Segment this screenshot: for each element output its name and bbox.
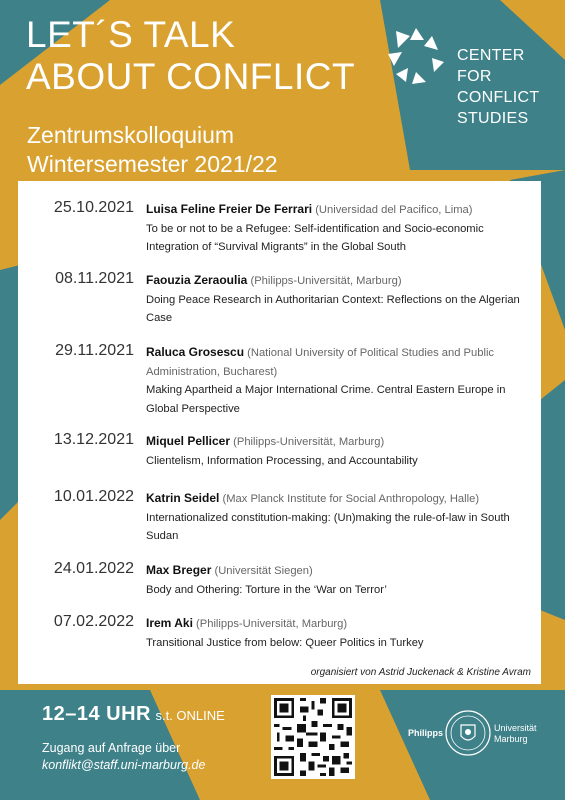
talk-affiliation: (Philipps-Universität, Marburg) bbox=[233, 436, 385, 448]
subtitle-line-1: Zentrumskolloquium bbox=[27, 122, 235, 148]
organizers-note: organisiert von Astrid Juckenack & Kristine Avram bbox=[310, 667, 531, 678]
talk-details bbox=[146, 271, 531, 328]
time-range: 12–14 UHR bbox=[42, 703, 152, 725]
talk-speaker: Katrin Seidel bbox=[146, 491, 220, 505]
access-info bbox=[42, 740, 205, 774]
talk-details bbox=[146, 200, 531, 257]
talk-affiliation: (Philipps-Universität, Marburg) bbox=[196, 618, 348, 630]
ccs-logo-icon bbox=[386, 26, 446, 86]
talk-speaker: Irem Aki bbox=[146, 616, 193, 630]
talk-title: Doing Peace Research in Authoritarian Context: Reflections on the Algerian Case bbox=[146, 293, 520, 324]
university-name bbox=[494, 723, 537, 745]
center-line-1: CENTER bbox=[457, 47, 525, 64]
subtitle-line-2: Wintersemester 2021/22 bbox=[27, 151, 278, 177]
talk-date: 07.02.2022 bbox=[53, 613, 134, 630]
talk-details bbox=[146, 432, 531, 470]
talk-date: 25.10.2021 bbox=[53, 199, 134, 216]
poster-title bbox=[26, 14, 355, 98]
time-suffix: s.t. ONLINE bbox=[155, 708, 225, 723]
talk-speaker: Miquel Pellicer bbox=[146, 434, 231, 448]
title-line-2: ABOUT CONFLICT bbox=[26, 56, 356, 97]
talk-date: 24.01.2022 bbox=[53, 560, 134, 577]
talk-speaker: Max Breger bbox=[146, 563, 212, 577]
talk-details bbox=[146, 343, 531, 418]
talk-details bbox=[146, 489, 531, 546]
talk-title: Making Apartheid a Major International Crime. Central Eastern Europe in Global Perspective bbox=[146, 384, 506, 415]
talk-date: 10.01.2022 bbox=[53, 488, 134, 505]
contact-email[interactable]: konflikt@staff.uni-marburg.de bbox=[42, 758, 206, 772]
qr-code-icon[interactable] bbox=[271, 695, 355, 779]
university-line-2: Marburg bbox=[494, 734, 528, 744]
university-philipps: Philipps bbox=[408, 728, 444, 738]
talk-date: 29.11.2021 bbox=[55, 342, 134, 359]
time-info bbox=[42, 703, 225, 726]
university-line-1: Universität bbox=[494, 723, 537, 733]
talk-speaker: Raluca Grosescu bbox=[146, 345, 245, 359]
center-name bbox=[457, 45, 539, 129]
talk-affiliation: (Philipps-Universität, Marburg) bbox=[250, 275, 402, 287]
talk-affiliation: (National University of Political Studies and Public Administration, Bucharest) bbox=[146, 347, 495, 378]
talk-title: Clientelism, Information Processing, and Accountability bbox=[146, 454, 418, 467]
talk-title: Transitional Justice from below: Queer Politics in Turkey bbox=[146, 636, 424, 649]
center-line-4: STUDIES bbox=[457, 110, 529, 127]
talk-title: To be or not to be a Refugee: Self-identification and Socio-economic Integration of “Survival Migrants” in the Global South bbox=[146, 222, 484, 253]
poster-subtitle bbox=[27, 121, 278, 179]
talk-details bbox=[146, 561, 531, 599]
talk-affiliation: (Universität Siegen) bbox=[214, 565, 313, 577]
center-line-2: FOR bbox=[457, 68, 492, 85]
talk-title: Body and Othering: Torture in the ‘War on Terror’ bbox=[146, 583, 387, 596]
center-line-3: CONFLICT bbox=[457, 89, 540, 106]
talk-date: 08.11.2021 bbox=[55, 270, 134, 287]
talk-affiliation: (Max Planck Institute for Social Anthropology, Halle) bbox=[222, 493, 480, 505]
access-line: Zugang auf Anfrage über bbox=[42, 741, 181, 755]
talk-speaker: Faouzia Zeraoulia bbox=[146, 273, 248, 287]
talk-affiliation: (Universidad del Pacifico, Lima) bbox=[315, 204, 473, 216]
schedule-panel bbox=[18, 181, 541, 684]
talk-date: 13.12.2021 bbox=[53, 431, 134, 448]
talk-details bbox=[146, 614, 531, 652]
talk-title: Internationalized constitution-making: (Un)making the rule-of-law in South Sudan bbox=[146, 511, 510, 542]
university-seal-icon bbox=[444, 709, 492, 757]
talk-speaker: Luisa Feline Freier De Ferrari bbox=[146, 202, 313, 216]
title-line-1: LET´S TALK bbox=[26, 14, 236, 55]
